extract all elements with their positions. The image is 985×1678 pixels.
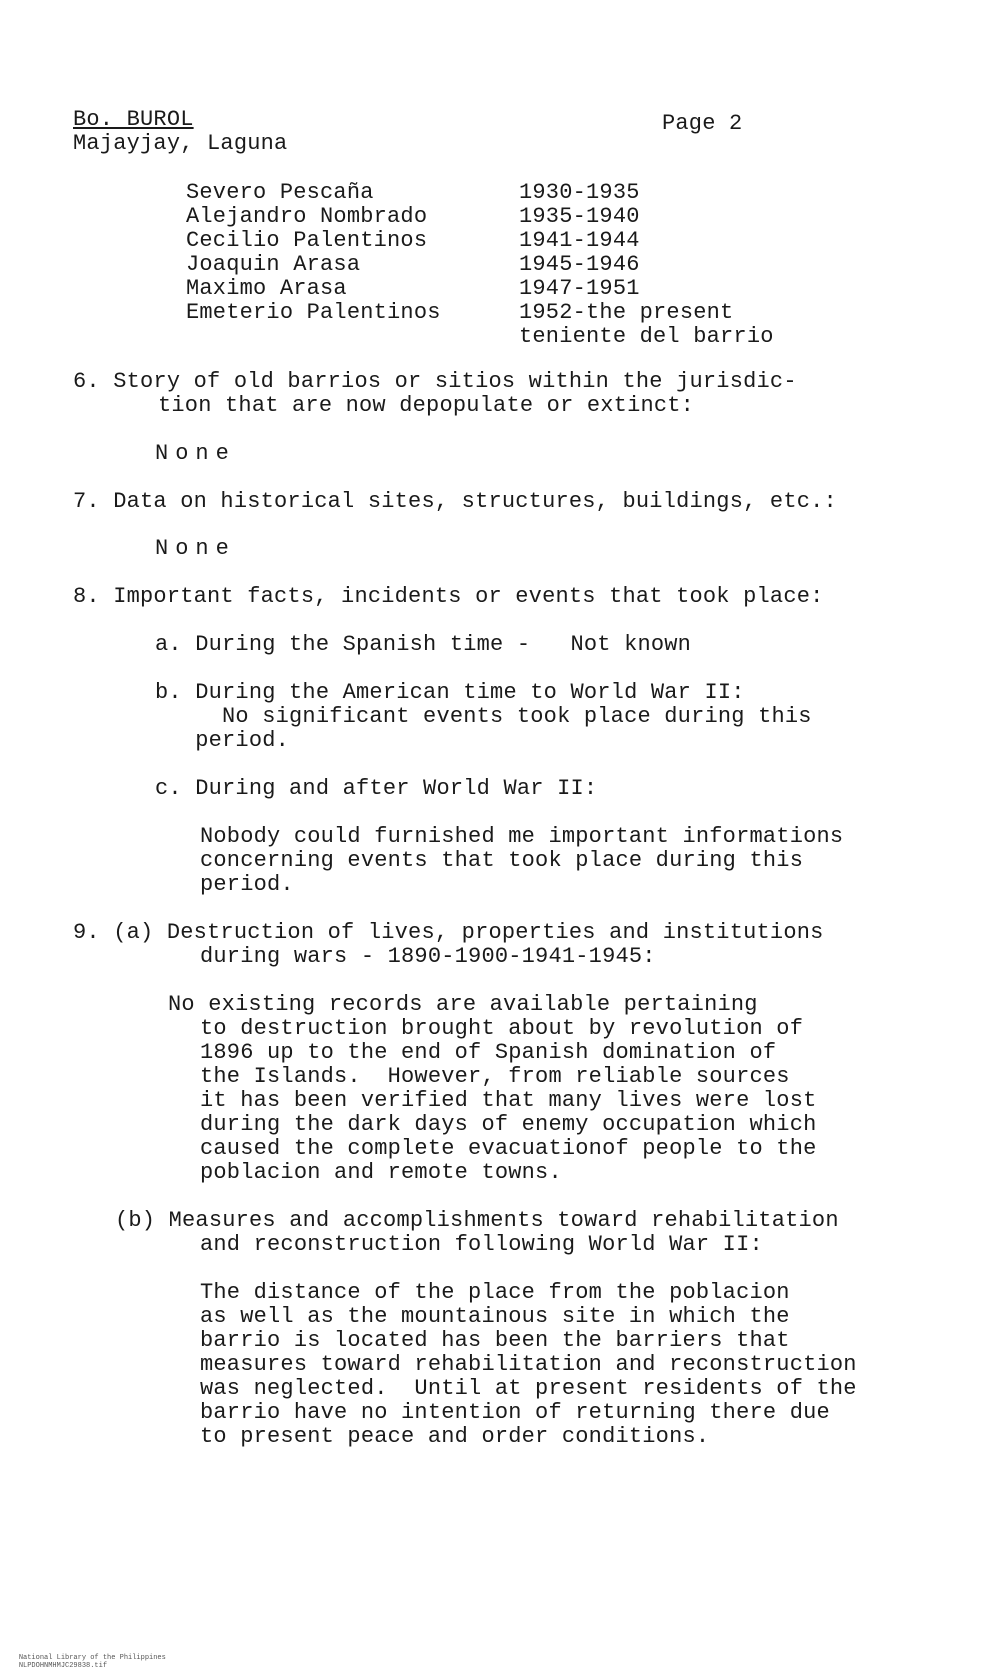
item7-answer: None	[155, 536, 236, 561]
item9a-text: it has been verified that many lives were lost	[200, 1088, 817, 1113]
item8-b-text: No significant events took place during this	[155, 704, 812, 729]
item9a-text: 1896 up to the end of Spanish domination of	[200, 1040, 777, 1065]
item7-heading: 7. Data on historical sites, structures, buildings, etc.:	[73, 489, 837, 514]
item9a-heading: 9. (a) Destruction of lives, properties and institutions	[73, 920, 824, 945]
item9b-text: The distance of the place from the poblacion	[200, 1280, 790, 1305]
item8-c-text: Nobody could furnished me important informations	[200, 824, 844, 849]
teniente-name: Maximo Arasa	[186, 276, 347, 301]
item8-b-text: period.	[155, 728, 290, 753]
item9a-text: to destruction brought about by revolution of	[200, 1016, 804, 1041]
teniente-term: 1945-1946	[519, 252, 640, 277]
item9a-heading-cont: during wars - 1890-1900-1941-1945:	[200, 944, 656, 969]
item6-heading-cont: tion that are now depopulate or extinct:	[158, 393, 695, 418]
item8-c: c. During and after World War II:	[155, 776, 598, 801]
item8-a: a. During the Spanish time - Not known	[155, 632, 692, 657]
scan-footer	[2, 1646, 196, 1678]
barrio-heading: Bo. BUROL	[73, 107, 194, 132]
item9a-text: caused the complete evacuationof people to the	[200, 1136, 817, 1161]
item9a-text: during the dark days of enemy occupation which	[200, 1112, 817, 1137]
teniente-note: teniente del barrio	[519, 324, 774, 349]
teniente-term: 1930-1935	[519, 180, 640, 205]
teniente-name: Alejandro Nombrado	[186, 204, 428, 229]
item9b-text: barrio is located has been the barriers that	[200, 1328, 790, 1353]
item9a-text: No existing records are available pertaining	[168, 992, 758, 1017]
teniente-name: Emeterio Palentinos	[186, 300, 441, 325]
teniente-name: Severo Pescaña	[186, 180, 374, 205]
item9a-text: poblacion and remote towns.	[200, 1160, 562, 1185]
item9a-text: the Islands. However, from reliable sources	[200, 1064, 790, 1089]
item8-c-text: concerning events that took place during this	[200, 848, 804, 873]
item9b-text: was neglected. Until at present residents of the	[200, 1376, 857, 1401]
item6-heading: 6. Story of old barrios or sitios within the jurisdic-	[73, 369, 797, 394]
item6-answer: None	[155, 441, 236, 466]
item9b-heading: (b) Measures and accomplishments toward rehabilitation	[115, 1208, 839, 1233]
page-number: Page 2	[662, 111, 743, 136]
library-credit: National Library of the Philippines	[18, 1654, 166, 1662]
item9b-text: barrio have no intention of returning there due	[200, 1400, 830, 1425]
item8-c-text: period.	[200, 872, 294, 897]
teniente-term: 1941-1944	[519, 228, 640, 253]
teniente-name: Joaquin Arasa	[186, 252, 361, 277]
teniente-name: Cecilio Palentinos	[186, 228, 428, 253]
item9b-text: as well as the mountainous site in which the	[200, 1304, 790, 1329]
teniente-term: 1947-1951	[519, 276, 640, 301]
item9b-heading-cont: and reconstruction following World War II:	[200, 1232, 763, 1257]
item9b-text: measures toward rehabilitation and reconstruction	[200, 1352, 857, 1377]
teniente-term: 1952-the present	[519, 300, 734, 325]
item8-b: b. During the American time to World War II:	[155, 680, 745, 705]
teniente-term: 1935-1940	[519, 204, 640, 229]
scan-filename: NLPDOHNMHMJC29838.tif	[18, 1662, 108, 1670]
municipality-heading: Majayjay, Laguna	[73, 131, 288, 156]
item9b-text: to present peace and order conditions.	[200, 1424, 710, 1449]
item8-heading: 8. Important facts, incidents or events that took place:	[73, 584, 824, 609]
